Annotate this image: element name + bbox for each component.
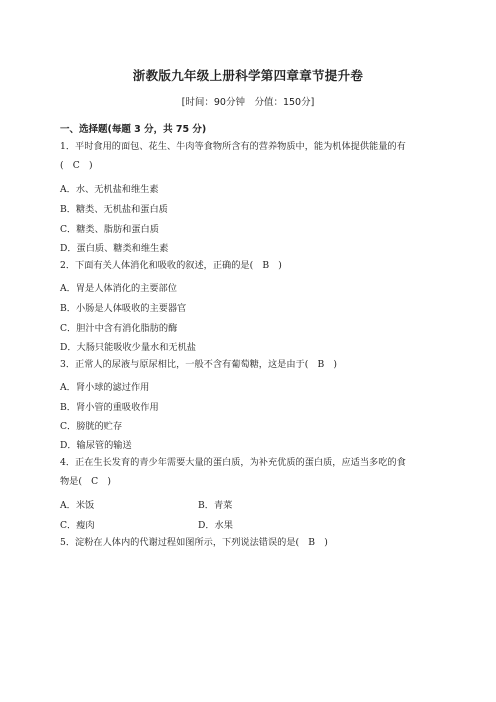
question-1-answer: ( C ) — [60, 160, 93, 171]
question-1-option-b: B．糖类、无机盐和蛋白质 — [60, 204, 168, 215]
question-4-option-d: D．水果 — [198, 520, 233, 531]
question-3-option-d: D．输尿管的输送 — [60, 440, 132, 451]
question-1-option-d: D．蛋白质、糖类和维生素 — [60, 243, 169, 254]
question-2-stem: 2．下面有关人体消化和吸收的叙述，正确的是( B ) — [60, 260, 282, 271]
question-2-option-d: D．大肠只能吸收少量水和无机盐 — [60, 342, 196, 353]
question-5-stem: 5．淀粉在人体内的代谢过程如图所示，下列说法错误的是( B ) — [60, 537, 328, 548]
question-4-option-c: C．瘦肉 — [60, 520, 95, 531]
question-3-stem: 3．正常人的尿液与原尿相比，一般不含有葡萄糖，这是由于( B ) — [60, 359, 338, 370]
question-2-option-a: A．胃是人体消化的主要部位 — [60, 283, 177, 294]
section-heading: 一、选择题(每题 3 分，共 75 分) — [60, 124, 207, 135]
document-subtitle: [时间：90分钟 分值：150分] — [181, 97, 315, 108]
question-4-stem: 4．正在生长发育的青少年需要大量的蛋白质，为补充优质的蛋白质，应适当多吃的食 — [60, 457, 406, 468]
question-4-option-b: B．青菜 — [198, 500, 233, 511]
question-1-option-a: A．水、无机盐和维生素 — [60, 184, 159, 195]
question-2-option-b: B．小肠是人体吸收的主要器官 — [60, 303, 187, 314]
question-3-option-a: A．肾小球的滤过作用 — [60, 382, 150, 393]
question-2-option-c: C．胆汁中含有消化脂肪的酶 — [60, 323, 178, 334]
document-title: 浙教版九年级上册科学第四章章节提升卷 — [132, 68, 364, 83]
question-1-stem: 1．平时食用的面包、花生、牛肉等食物所含有的营养物质中，能为机体提供能量的有 — [60, 141, 406, 152]
question-4-option-a: A．米饭 — [60, 500, 95, 511]
question-1-option-c: C．糖类、脂肪和蛋白质 — [60, 224, 159, 235]
question-3-option-c: C．膀胱的贮存 — [60, 421, 123, 432]
question-3-option-b: B．肾小管的重吸收作用 — [60, 402, 159, 413]
question-4-answer: 物是( C ) — [60, 476, 111, 487]
